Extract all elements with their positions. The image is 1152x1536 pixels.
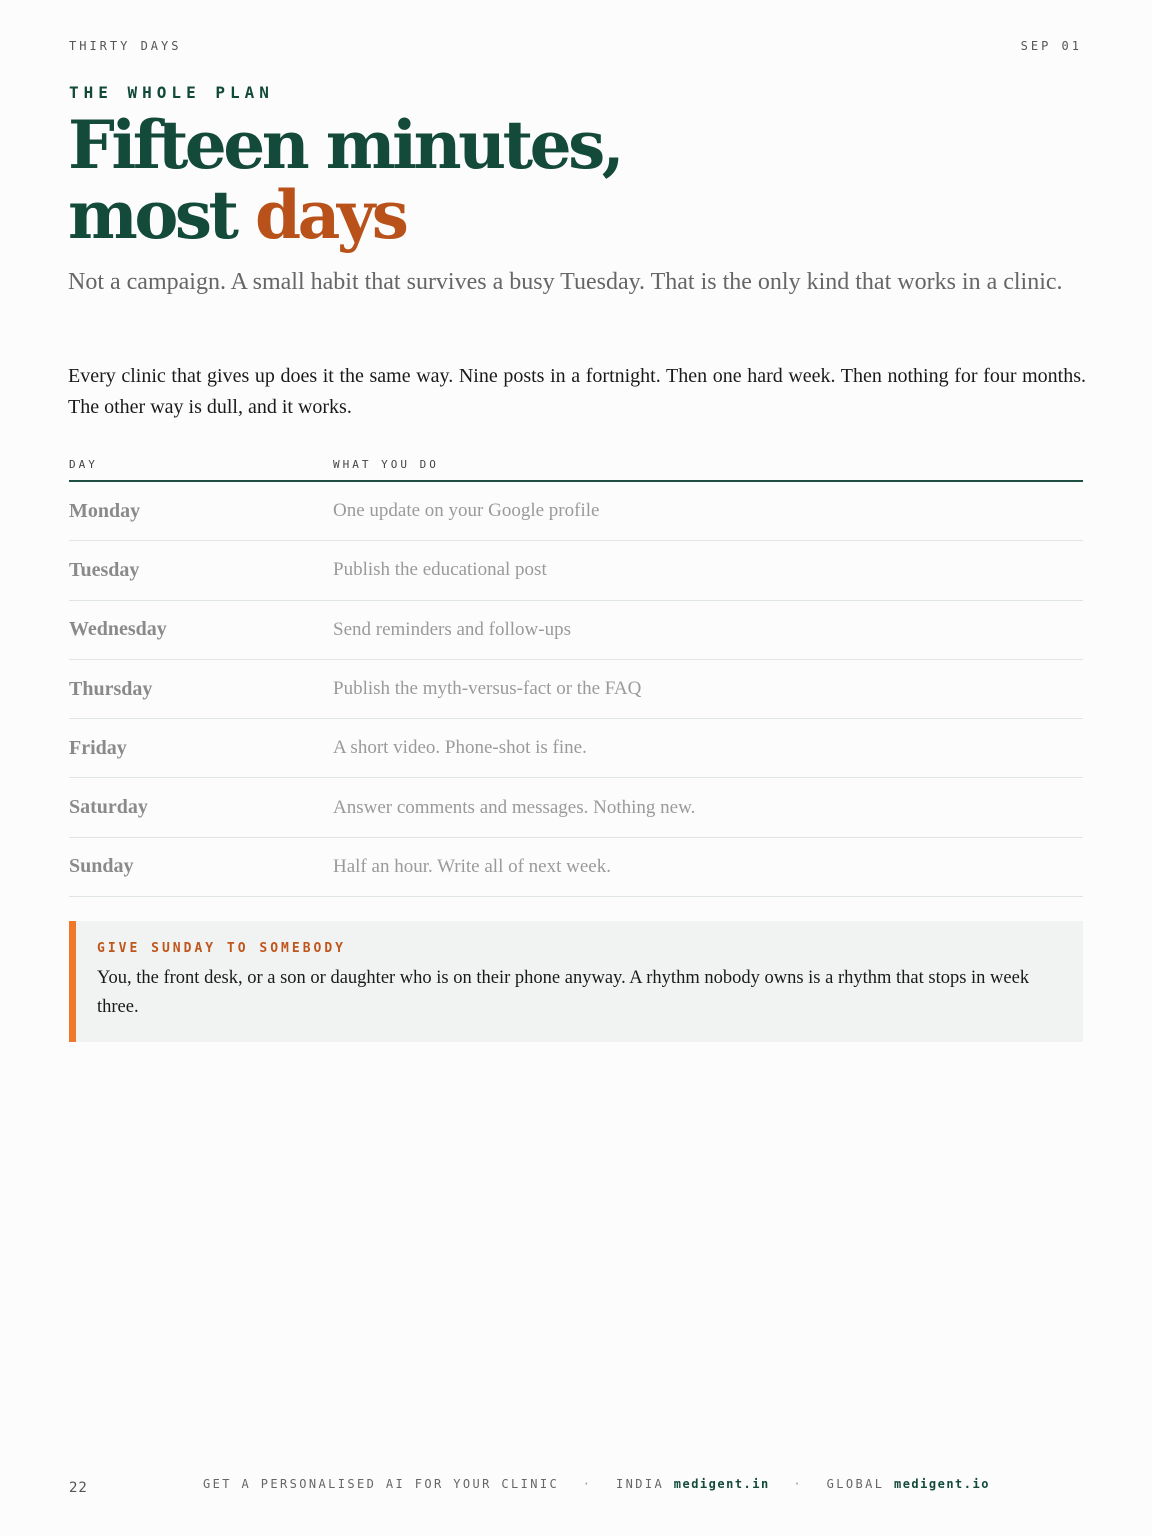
india-label: INDIA bbox=[616, 1477, 665, 1491]
separator: · bbox=[793, 1477, 803, 1491]
title-accent: days bbox=[254, 176, 406, 254]
table-row bbox=[69, 482, 1083, 541]
callout-title: GIVE SUNDAY TO SOMEBODY bbox=[97, 941, 347, 956]
table-row bbox=[69, 660, 1083, 719]
cta-text: GET A PERSONALISED AI FOR YOUR CLINIC bbox=[203, 1477, 560, 1491]
tip-callout bbox=[69, 921, 1083, 1042]
row-task: Half an hour. Write all of next week. bbox=[333, 855, 611, 877]
date-label: SEP 01 bbox=[1020, 39, 1082, 53]
table-row bbox=[69, 719, 1083, 778]
row-task: Send reminders and follow-ups bbox=[333, 618, 571, 640]
global-link[interactable]: medigent.io bbox=[893, 1477, 990, 1491]
row-day: Wednesday bbox=[69, 618, 167, 641]
row-task: A short video. Phone-shot is fine. bbox=[333, 737, 587, 759]
column-header-what: WHAT YOU DO bbox=[333, 458, 439, 471]
subtitle: Not a campaign. A small habit that survives a busy Tuesday. That is the only kind that works in a clinic. bbox=[68, 269, 1063, 295]
table-row bbox=[69, 778, 1083, 837]
row-task: Publish the myth-versus-fact or the FAQ bbox=[333, 678, 642, 700]
row-day: Monday bbox=[69, 499, 141, 522]
separator: · bbox=[582, 1477, 593, 1491]
title-line-1: Fifteen minutes, bbox=[68, 106, 622, 184]
intro-paragraph: Every clinic that gives up does it the same way. Nine posts in a fortnight. Then one hard week. Then nothing for four months. The other way is dull, and it works. bbox=[68, 365, 1086, 418]
row-task: One update on your Google profile bbox=[333, 500, 600, 522]
row-day: Sunday bbox=[69, 855, 134, 878]
table-row bbox=[69, 541, 1083, 600]
row-day: Tuesday bbox=[69, 558, 140, 581]
global-label: GLOBAL bbox=[826, 1477, 885, 1491]
row-day: Thursday bbox=[69, 677, 153, 700]
callout-body: You, the front desk, or a son or daughter who is on their phone anyway. A rhythm nobody owns is a rhythm that stops in week three. bbox=[97, 968, 1030, 1017]
table-row bbox=[69, 601, 1083, 660]
weekly-plan-table bbox=[69, 453, 1083, 897]
column-header-day: DAY bbox=[69, 458, 98, 471]
footer-cta bbox=[203, 1477, 990, 1491]
row-task: Answer comments and messages. Nothing new. bbox=[333, 796, 696, 818]
section-label: THIRTY DAYS bbox=[69, 39, 182, 53]
row-task: Publish the educational post bbox=[333, 559, 547, 581]
page-number: 22 bbox=[69, 1480, 88, 1496]
row-day: Saturday bbox=[69, 796, 148, 819]
page-header bbox=[69, 39, 1082, 53]
row-day: Friday bbox=[69, 736, 127, 759]
table-header bbox=[69, 453, 1083, 482]
title-line-2: most bbox=[68, 176, 255, 254]
table-row bbox=[69, 838, 1083, 897]
page-title bbox=[68, 106, 768, 254]
eyebrow: THE WHOLE PLAN bbox=[69, 83, 274, 102]
india-link[interactable]: medigent.in bbox=[673, 1477, 770, 1491]
